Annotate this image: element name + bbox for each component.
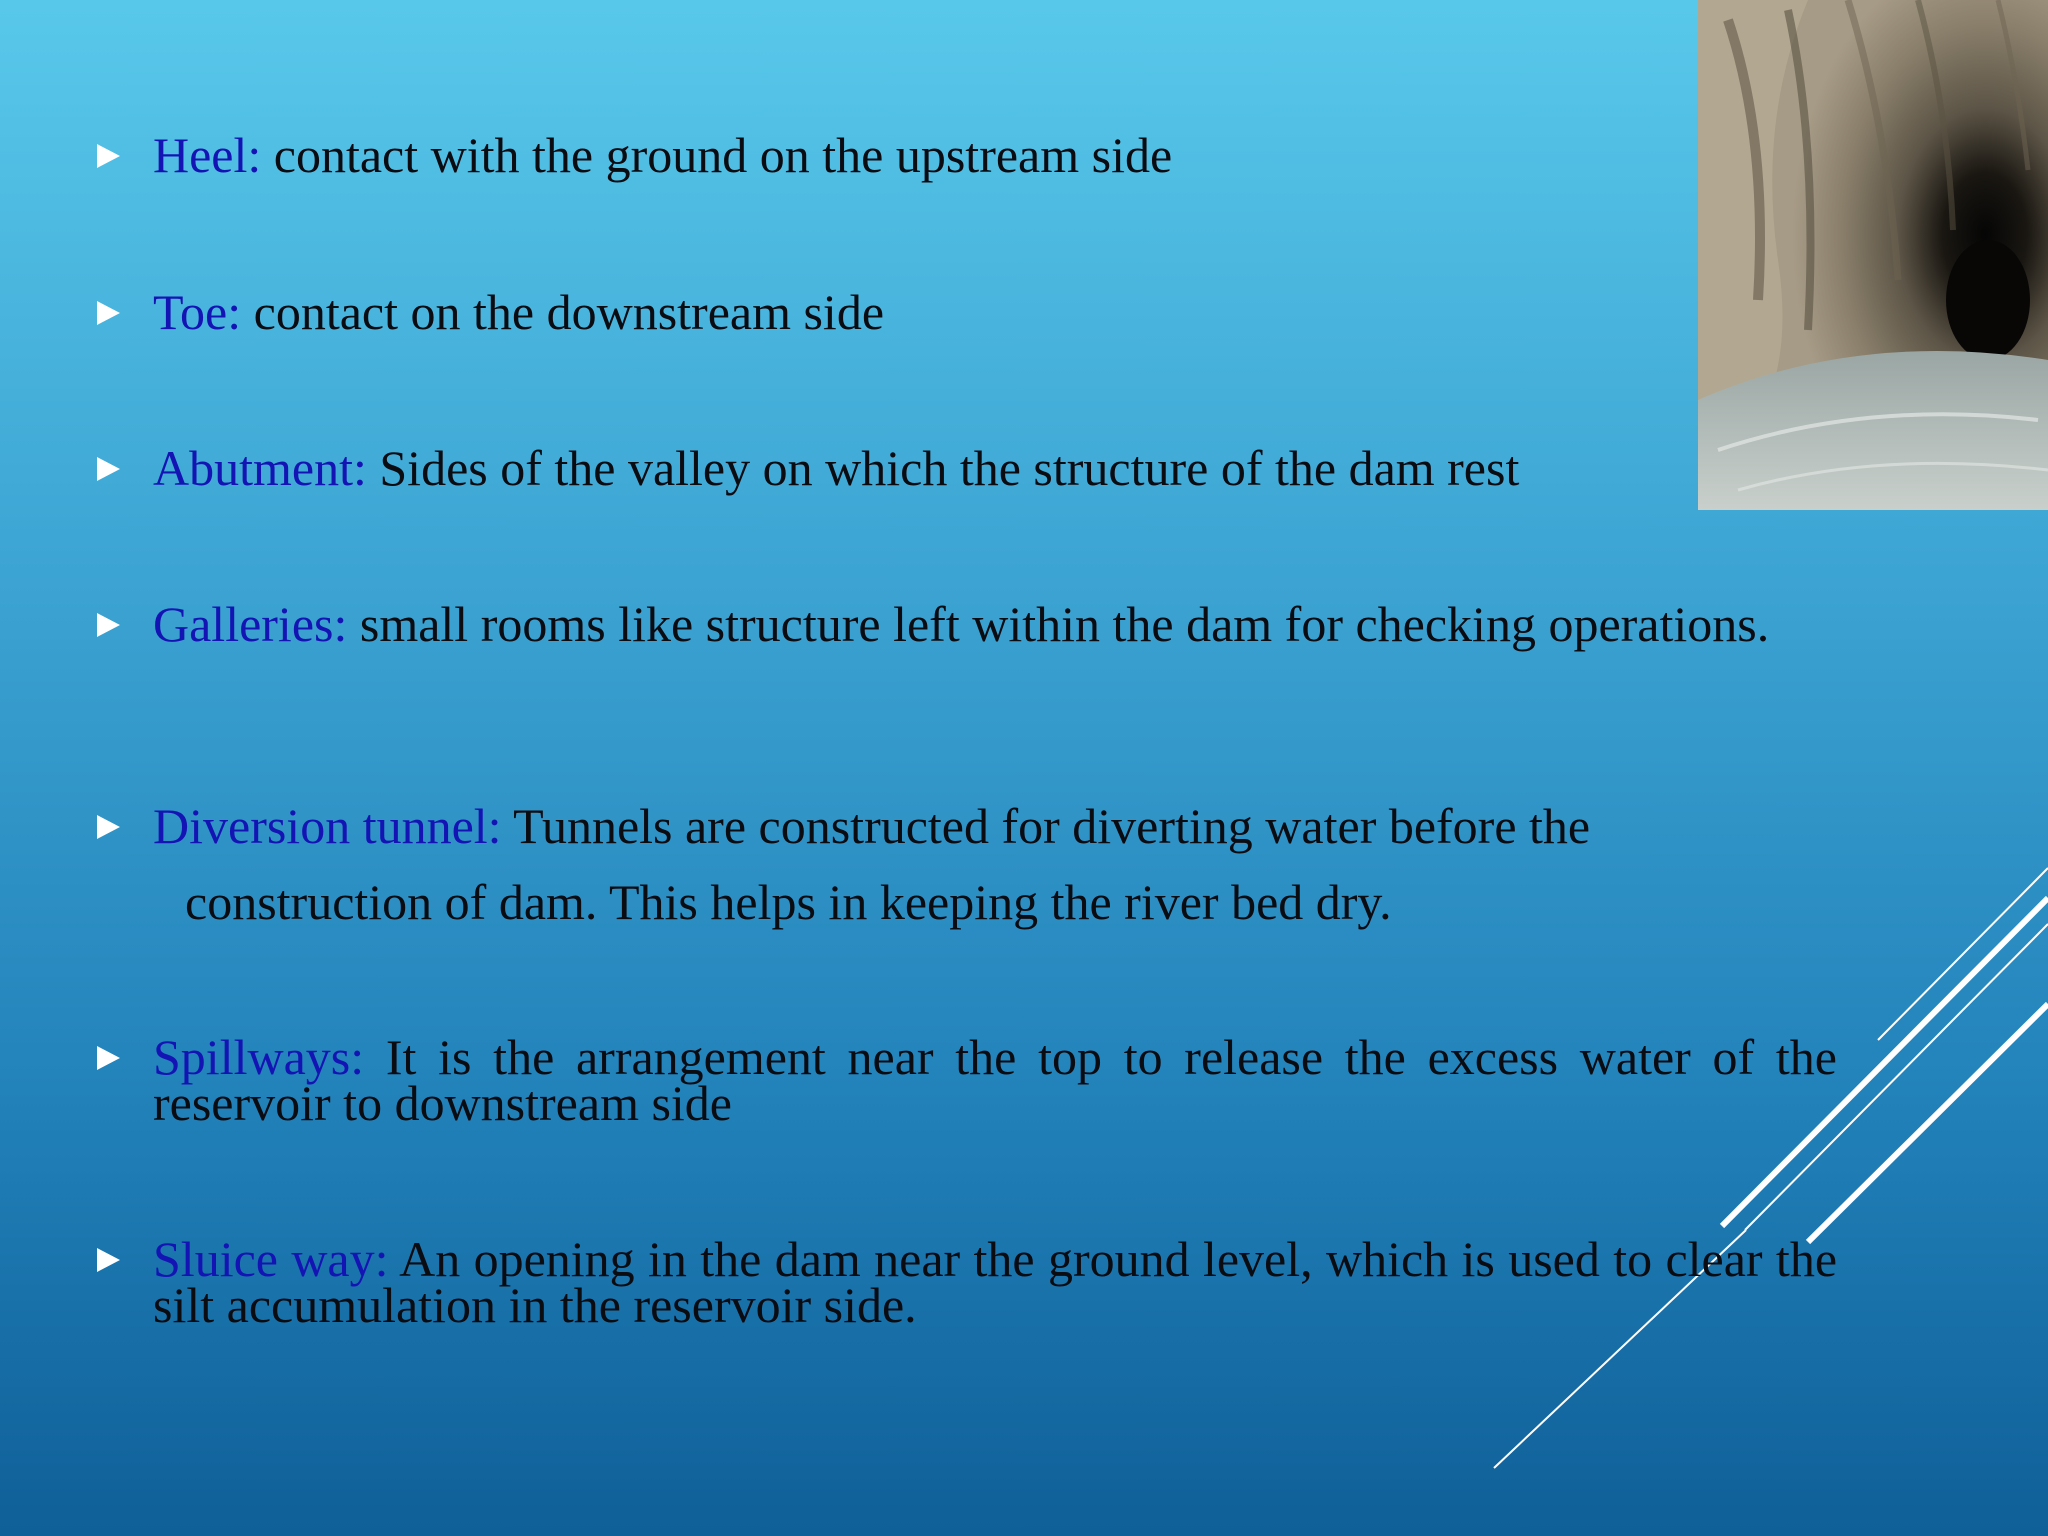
- triangle-right-icon: [97, 815, 120, 839]
- triangle-right-icon: [97, 1248, 120, 1272]
- term-label: Diversion tunnel:: [153, 798, 502, 854]
- term-label: Sluice way:: [153, 1231, 389, 1287]
- bullet-text: [153, 596, 1837, 652]
- term-description: contact on the downstream side: [241, 284, 885, 340]
- triangle-right-icon: [97, 613, 120, 637]
- term-label: Abutment:: [153, 440, 367, 496]
- term-description-line2: construction of dam. This helps in keeping the river bed dry.: [185, 874, 1392, 930]
- term-description: small rooms like structure left within the dam for checking operations.: [347, 596, 1770, 652]
- term-description: Sides of the valley on which the structure of the dam rest: [366, 440, 1520, 496]
- triangle-right-icon: [97, 1046, 120, 1070]
- term-description: An opening in the dam near the ground level, which is used to clear the silt accumulation in the reservoir side.: [153, 1231, 1838, 1333]
- term-description: It is the arrangement near the top to release the excess water of the reservoir to downstream side: [153, 1029, 1837, 1131]
- term-description: Tunnels are constructed for diverting water before the: [501, 798, 1591, 854]
- tunnel-photo: [1698, 0, 2048, 510]
- triangle-right-icon: [97, 457, 120, 481]
- triangle-right-icon: [97, 144, 120, 168]
- bullet-text: [153, 1231, 1838, 1333]
- term-label: Toe:: [153, 284, 242, 340]
- bullet-text: [153, 440, 1837, 496]
- term-label: Galleries:: [153, 596, 348, 652]
- triangle-right-icon: [97, 301, 120, 325]
- bullet-text: [153, 127, 1837, 183]
- term-label: Heel:: [153, 127, 262, 183]
- bullet-text: [153, 284, 1837, 340]
- bullet-text: [153, 1029, 1837, 1131]
- term-description: contact with the ground on the upstream side: [261, 127, 1173, 183]
- term-label: Spillways:: [153, 1029, 365, 1085]
- bullet-text: [153, 798, 1837, 854]
